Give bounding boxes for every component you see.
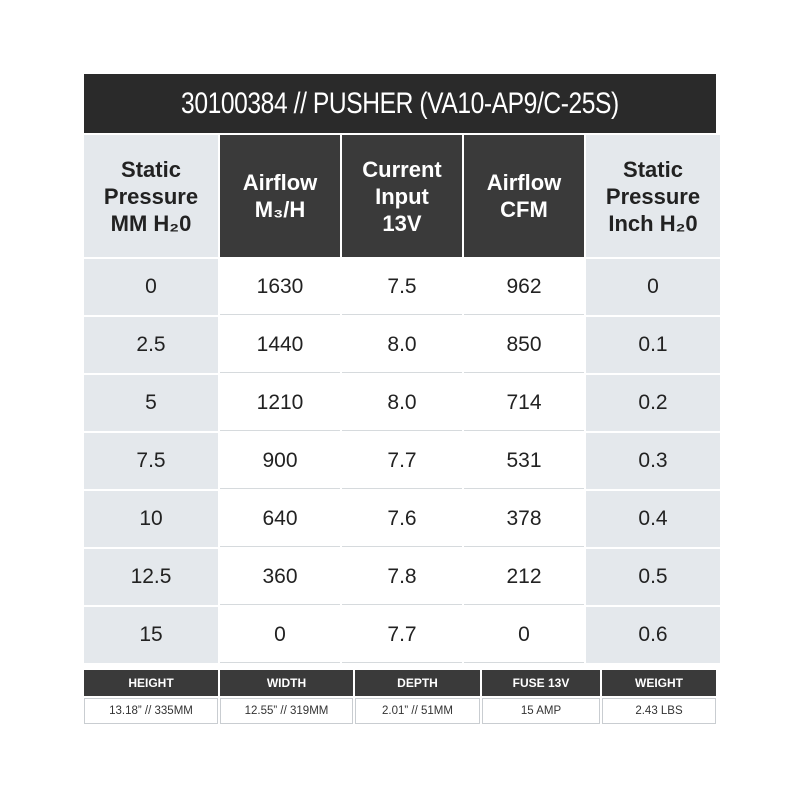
cell-airflow-cfm: 714 (464, 375, 584, 431)
header-current-input: Current Input 13V (342, 135, 462, 257)
cell-static-inch: 0.5 (586, 549, 720, 605)
cell-current: 7.8 (342, 549, 462, 605)
dimensions-value-row (84, 696, 716, 724)
cell-static-mm: 12.5 (84, 549, 218, 605)
cell-static-mm: 7.5 (84, 433, 218, 489)
spec-label-height: HEIGHT (84, 670, 218, 696)
table-title (84, 74, 716, 133)
cell-airflow-cfm: 850 (464, 317, 584, 373)
cell-static-mm: 2.5 (84, 317, 218, 373)
spec-value-weight: 2.43 LBS (602, 698, 716, 724)
cell-airflow-cfm: 0 (464, 607, 584, 663)
table-row (84, 433, 716, 489)
table-row (84, 317, 716, 373)
header-airflow-cfm: Airflow CFM (464, 135, 584, 257)
cell-airflow-cfm: 378 (464, 491, 584, 547)
cell-static-inch: 0.3 (586, 433, 720, 489)
cell-airflow-m3h: 360 (220, 549, 340, 605)
spec-label-weight: WEIGHT (602, 670, 716, 696)
table-row (84, 549, 716, 605)
cell-static-inch: 0.6 (586, 607, 720, 663)
header-row (84, 135, 716, 257)
cell-airflow-m3h: 900 (220, 433, 340, 489)
dimensions-table (84, 670, 716, 724)
cell-airflow-cfm: 212 (464, 549, 584, 605)
spec-label-depth: DEPTH (355, 670, 480, 696)
cell-current: 7.7 (342, 433, 462, 489)
cell-static-mm: 5 (84, 375, 218, 431)
spec-value-fuse: 15 AMP (482, 698, 600, 724)
cell-airflow-m3h: 1440 (220, 317, 340, 373)
spec-value-height: 13.18” // 335MM (84, 698, 218, 724)
header-static-pressure-mm: Static Pressure MM H₂0 (84, 135, 218, 257)
cell-static-inch: 0.4 (586, 491, 720, 547)
header-static-pressure-inch: Static Pressure Inch H₂0 (586, 135, 720, 257)
cell-current: 7.5 (342, 259, 462, 315)
spec-label-fuse: FUSE 13V (482, 670, 600, 696)
header-airflow-m3h: Airflow M₃/H (220, 135, 340, 257)
spec-label-width: WIDTH (220, 670, 353, 696)
table-row (84, 491, 716, 547)
cell-airflow-m3h: 1630 (220, 259, 340, 315)
dimensions-header-row (84, 670, 716, 696)
cell-static-inch: 0.2 (586, 375, 720, 431)
cell-airflow-m3h: 640 (220, 491, 340, 547)
cell-current: 8.0 (342, 375, 462, 431)
cell-static-mm: 0 (84, 259, 218, 315)
cell-static-inch: 0.1 (586, 317, 720, 373)
performance-table (84, 135, 716, 663)
spec-value-width: 12.55” // 319MM (220, 698, 353, 724)
cell-static-mm: 15 (84, 607, 218, 663)
cell-airflow-cfm: 962 (464, 259, 584, 315)
table-row (84, 259, 716, 315)
cell-airflow-m3h: 1210 (220, 375, 340, 431)
cell-current: 7.7 (342, 607, 462, 663)
cell-static-mm: 10 (84, 491, 218, 547)
cell-current: 8.0 (342, 317, 462, 373)
table-row (84, 607, 716, 663)
table-title-text: 30100384 // PUSHER (VA10-AP9/C-25S) (181, 86, 619, 120)
cell-static-inch: 0 (586, 259, 720, 315)
cell-airflow-m3h: 0 (220, 607, 340, 663)
spec-value-depth: 2.01” // 51MM (355, 698, 480, 724)
cell-airflow-cfm: 531 (464, 433, 584, 489)
table-row (84, 375, 716, 431)
cell-current: 7.6 (342, 491, 462, 547)
